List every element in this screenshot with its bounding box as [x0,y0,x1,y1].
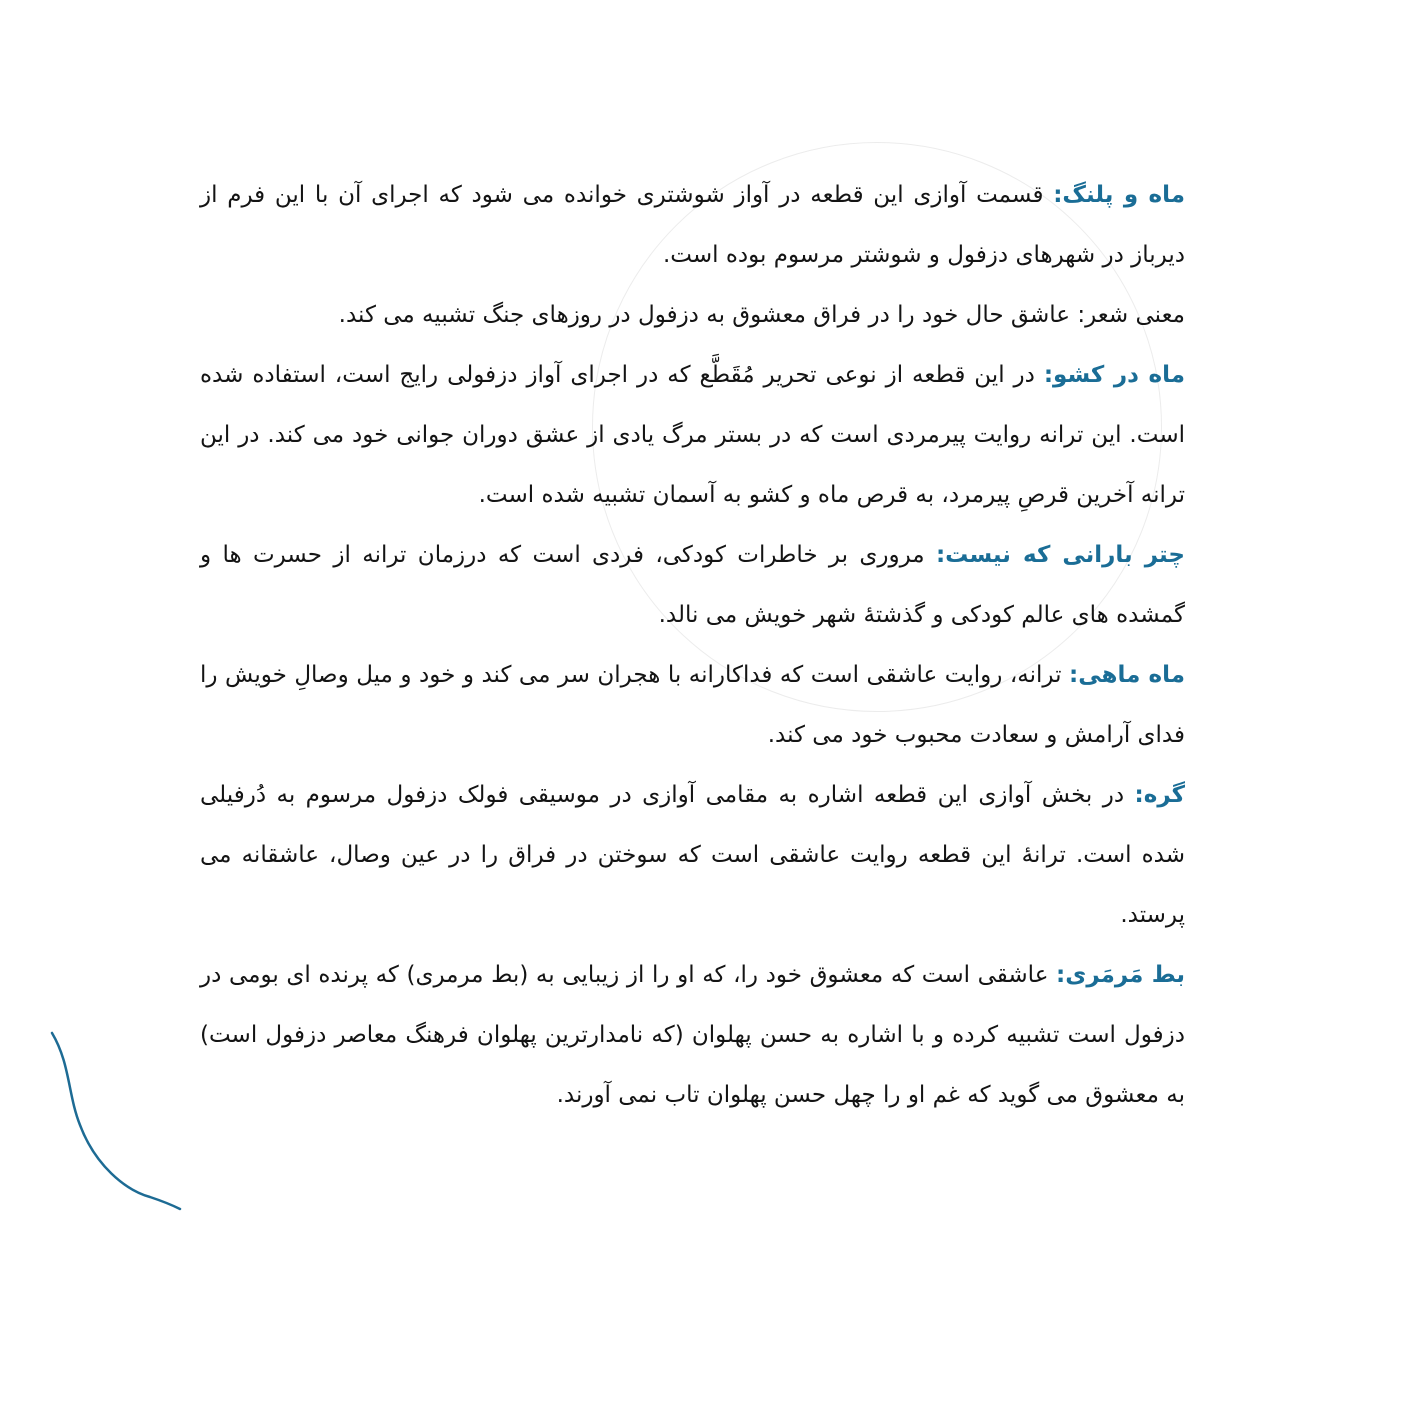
entry-body: معنی شعر: عاشق حال خود را در فراق معشوق به دزفول در روزهای جنگ تشبیه می کند. [338,302,1185,328]
decorative-curve [40,1025,190,1220]
entry-title: چتر بارانی که نیست: [935,542,1185,568]
entry-title: ماه در کشو: [1043,362,1186,388]
entry-title: بط مَرمَری: [1056,962,1185,988]
entry-body: در این قطعه از نوعی تحریر مُقَطَّع که در اجرای آواز دزفولی رایج است، استفاده شده است. این ترانه روایت پیرمردی است که در بستر مرگ یادی از عشق دوران جوانی خود می کند. در این ترانه آخرین قرصِ پیرمرد، به قرص ماه و کشو به آسمان تشبیه شده است. [200,362,1185,508]
entry-gereh [200,765,1185,945]
entry-body: ترانه، روایت عاشقی است که فداکارانه با هجران سر می کند و خود و میل وصالِ خویش را فدای آرامش و سعادت محبوب خود می کند. [200,662,1185,748]
entry-body: مروری بر خاطرات کودکی، فردی است که درزمان ترانه از حسرت ها و گمشده های عالم کودکی و گذشتهٔ شهر خویش می نالد. [200,542,1185,628]
decorative-curve-line [52,1033,180,1209]
entry-title: ماه ماهی: [1069,662,1185,688]
text-column [200,165,1185,1125]
entry-chatr-barani [200,525,1185,645]
entry-body: قسمت آوازی این قطعه در آواز شوشتری خوانده می شود که اجرای آن با این فرم از دیرباز در شهرهای دزفول و شوشتر مرسوم بوده است. [200,182,1185,268]
entry-bat-marmari [200,945,1185,1125]
entry-body: عاشقی است که معشوق خود را، که او را از زیبایی به (بط مرمری) که پرنده ای بومی در دزفول است تشبیه کرده و با اشاره به حسن پهلوان (که نامدارترین پهلوان فرهنگ معاصر دزفول است) به معشوق می گوید که غم او را چهل حسن پهلوان تاب نمی آورند. [200,962,1185,1108]
entry-mah-mahi [200,645,1185,765]
entry-poem-meaning [200,285,1185,345]
entry-mah-o-palang [200,165,1185,285]
entry-title: گره: [1134,782,1186,808]
entry-mah-dar-kesho [200,345,1185,525]
entry-body: در بخش آوازی این قطعه اشاره به مقامی آوازی در موسیقی فولک دزفول مرسوم به دُرفیلی شده است. ترانهٔ این قطعه روایت عاشقی است که سوختن در فراق را در عین وصال، عاشقانه می پرستد. [200,782,1185,928]
entry-title: ماه و پلنگ: [1053,182,1186,208]
